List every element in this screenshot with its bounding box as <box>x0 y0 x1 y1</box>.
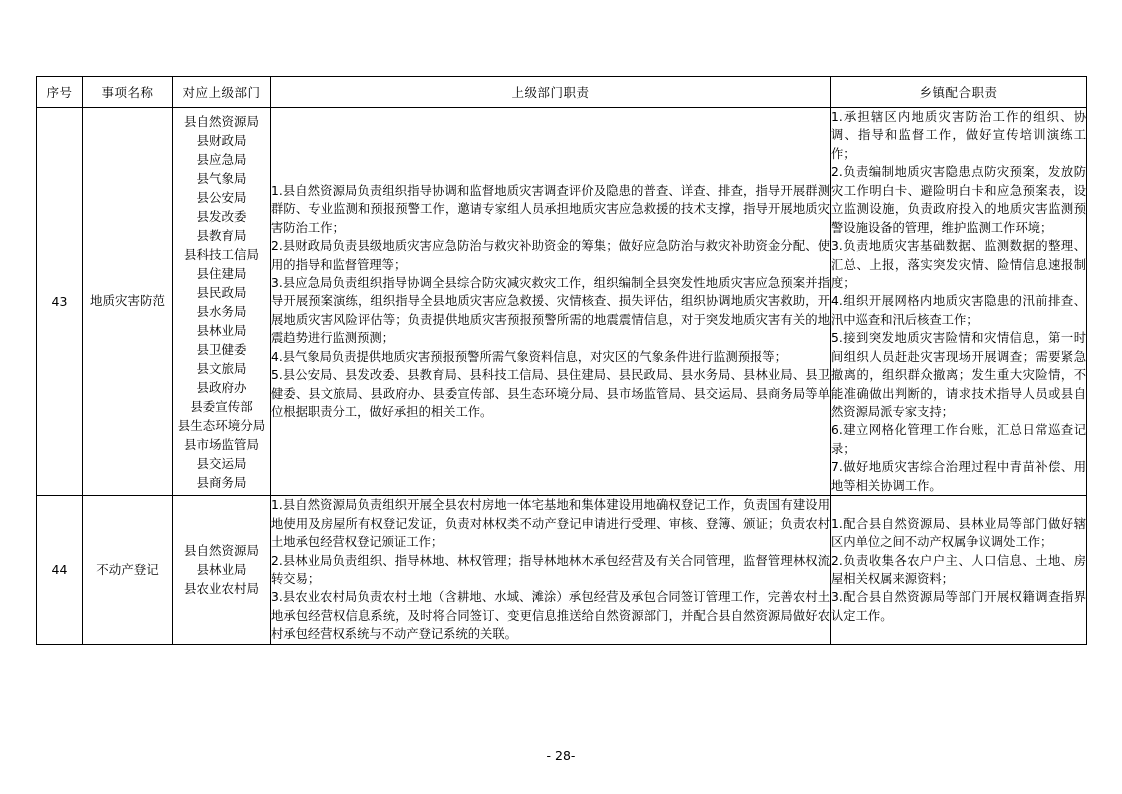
duty-paragraph: 5.县公安局、县发改委、县教育局、县科技工信局、县住建局、县民政局、县水务局、县林业局、县卫健委、县文旅局、县政府办、县委宣传部、县生态环境分局、县市场监管局、县交运局、县商务局等单位根据职责分工，做好承担的相关工作。 <box>271 368 830 419</box>
town-duty-paragraph: 4.组织开展网格内地质灾害隐患的汛前排查、汛中巡查和汛后核查工作； <box>831 294 1086 327</box>
table-header-row <box>37 77 1087 108</box>
header-item-name: 事项名称 <box>83 77 173 108</box>
header-seq: 序号 <box>37 77 83 108</box>
dept-line: 县财政局 <box>196 132 247 148</box>
dept-line: 县教育局 <box>196 227 247 243</box>
town-duty-paragraph: 3.负责地质灾害基础数据、监测数据的整理、汇总、上报，落实突发灾情、险情信息速报制度； <box>831 239 1086 290</box>
dept-line: 县商务局 <box>196 474 247 490</box>
duty-paragraph: 1.县自然资源局负责组织指导协调和监督地质灾害调查评价及隐患的普查、详查、排查，指导开展群测群防、专业监测和预报预警工作，邀请专家组人员承担地质灾害应急救援的技术支撑，指导开展地质灾害防治工作； <box>271 183 830 235</box>
cell-item-name: 不动产登记 <box>83 496 173 645</box>
cell-upper-dept <box>173 108 271 496</box>
cell-town-duty <box>831 108 1087 496</box>
town-duty-paragraph: 1.承担辖区内地质灾害防治工作的组织、协调、指导和监督工作，做好宣传培训演练工作； <box>831 110 1086 161</box>
table-row <box>37 496 1087 645</box>
cell-seq: 43 <box>37 108 83 496</box>
dept-line: 县自然资源局 <box>183 113 259 129</box>
town-duty-paragraph: 7.做好地质灾害综合治理过程中青苗补偿、用地等相关协调工作。 <box>831 460 1086 493</box>
duty-paragraph: 1.县自然资源局负责组织开展全县农村房地一体宅基地和集体建设用地确权登记工作，负责国有建设用地使用及房屋所有权登记发证，负责对林权类不动产登记申请进行受理、审核、登簿、颁证；负责农村土地承包经营权登记颁证工作； <box>271 498 830 550</box>
dept-line: 县卫健委 <box>196 341 247 357</box>
dept-line: 县林业局 <box>196 562 247 578</box>
town-duty-paragraph: 3.配合县自然资源局等部门开展权籍调查指界认定工作。 <box>831 590 1086 623</box>
cell-upper-dept <box>173 496 271 645</box>
duty-paragraph: 3.县应急局负责组织指导协调全县综合防灾减灾救灾工作，组织编制全县突发性地质灾害应急预案并指导开展预案演练，组织指导全县地质灾害应急救援、灾情核查、损失评估，组织协调地质灾害救助，开展地质灾害风险评估等；负责提供地质灾害预报预警所需的地震震情信息，对于突发地质灾害有关的地震趋势进行监测预测； <box>271 275 830 346</box>
table-row <box>37 108 1087 496</box>
dept-line: 县委宣传部 <box>190 398 253 414</box>
dept-line: 县交运局 <box>196 455 247 471</box>
dept-line: 县水务局 <box>196 303 247 319</box>
dept-line: 县文旅局 <box>196 360 247 376</box>
header-town-duty: 乡镇配合职责 <box>831 77 1087 108</box>
dept-line: 县气象局 <box>196 170 247 186</box>
dept-line: 县住建局 <box>196 265 247 281</box>
responsibility-table <box>36 76 1087 645</box>
cell-upper-duty <box>271 108 831 496</box>
dept-line: 县市场监管局 <box>183 436 259 452</box>
cell-seq: 44 <box>37 496 83 645</box>
town-duty-paragraph: 2.负责收集各农户户主、人口信息、土地、房屋相关权属来源资料； <box>831 553 1086 586</box>
town-duty-paragraph: 5.接到突发地质灾害险情和灾情信息，第一时间组织人员赶赴灾害现场开展调查；需要紧急撤离的，组织群众撤离；发生重大灾险情，不能准确做出判断的，请求技术指导人员或县自然资源局派专家支持； <box>831 331 1086 419</box>
duty-paragraph: 2.县财政局负责县级地质灾害应急防治与救灾补助资金的筹集；做好应急防治与救灾补助资金分配、使用的指导和监督管理等； <box>271 239 830 272</box>
dept-line: 县发改委 <box>196 208 247 224</box>
town-duty-paragraph: 2.负责编制地质灾害隐患点防灾预案，发放防灾工作明白卡、避险明白卡和应急预案表，设立监测设施，负责政府投入的地质灾害监测预警设施设备的管理，维护监测工作环境； <box>831 165 1086 235</box>
cell-item-name: 地质灾害防范 <box>83 108 173 496</box>
dept-line: 县农业农村局 <box>183 581 259 597</box>
dept-line: 县民政局 <box>196 284 247 300</box>
dept-line: 县应急局 <box>196 151 247 167</box>
header-upper-duty: 上级部门职责 <box>271 77 831 108</box>
cell-town-duty <box>831 496 1087 645</box>
town-duty-paragraph: 6.建立网格化管理工作台账，汇总日常巡查记录； <box>831 423 1086 456</box>
header-upper-dept: 对应上级部门 <box>173 77 271 108</box>
cell-upper-duty <box>271 496 831 645</box>
duty-paragraph: 3.县农业农村局负责农村土地（含耕地、水域、滩涂）承包经营及承包合同签订管理工作，完善农村土地承包经营权信息系统，及时将合同签订、变更信息推送给自然资源部门，并配合县自然资源局做好农村承包经营权系统与不动产登记系统的关联。 <box>271 590 830 642</box>
dept-line: 县公安局 <box>196 189 247 205</box>
dept-line: 县林业局 <box>196 322 247 338</box>
duty-paragraph: 4.县气象局负责提供地质灾害预报预警所需气象资料信息，对灾区的气象条件进行监测预报等； <box>271 349 787 364</box>
duty-paragraph: 2.县林业局负责组织、指导林地、林权管理；指导林地林木承包经营及有关合同管理，监督管理林权流转交易； <box>271 553 830 586</box>
town-duty-paragraph: 1.配合县自然资源局、县林业局等部门做好辖区内单位之间不动产权属争议调处工作； <box>831 516 1086 550</box>
dept-line: 县自然资源局 <box>183 543 259 559</box>
dept-line: 县科技工信局 <box>183 246 259 262</box>
table-container <box>36 76 1086 645</box>
page-number: - 28- <box>546 748 576 763</box>
dept-line: 县生态环境分局 <box>177 417 266 433</box>
dept-line: 县政府办 <box>196 379 247 395</box>
